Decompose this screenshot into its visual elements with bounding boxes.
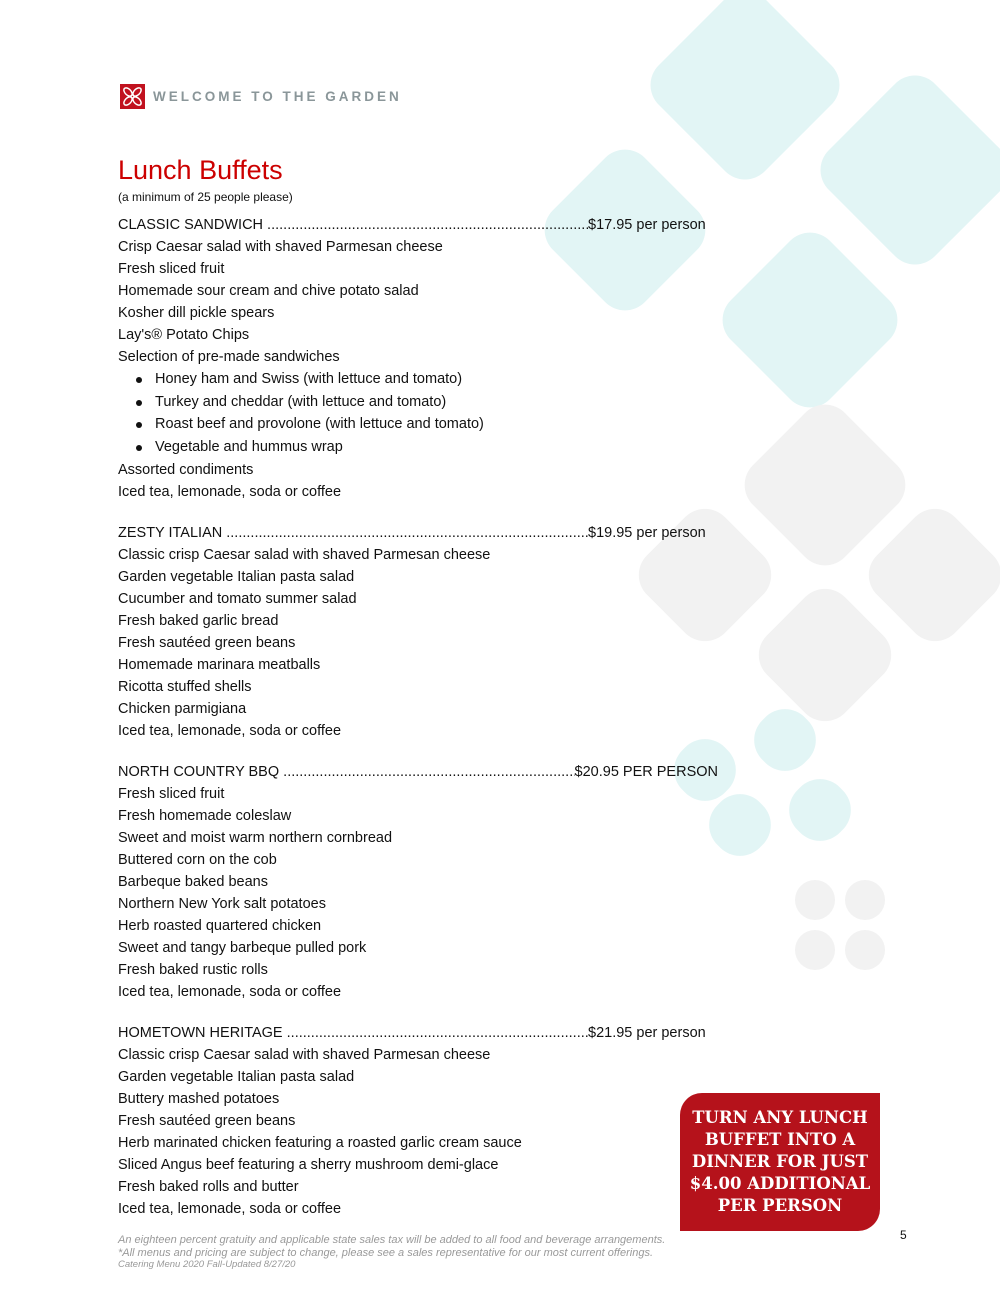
menu-item: Iced tea, lemonade, soda or coffee xyxy=(118,483,342,500)
decorative-petal xyxy=(837,872,894,929)
section-price: $19.95 per person xyxy=(588,525,706,541)
menu-item: Iced tea, lemonade, soda or coffee xyxy=(118,984,342,1000)
menu-item: Iced tea, lemonade, soda or coffee xyxy=(118,1201,342,1217)
menu-item: Fresh baked garlic bread xyxy=(118,613,279,629)
dinner-upgrade-callout xyxy=(680,1093,880,1231)
menu-item: Kosher dill pickle spears xyxy=(118,305,275,321)
section-price: $17.95 per person xyxy=(588,217,706,233)
bullet-item: Vegetable and hummus wrap xyxy=(136,436,718,459)
bullet-item: Turkey and cheddar (with lettuce and tomato) xyxy=(136,391,718,414)
callout-line: TURN ANY LUNCH xyxy=(692,1108,868,1127)
menu-item: Selection of pre-made sandwiches xyxy=(118,349,340,365)
menu-item: Classic crisp Caesar salad with shaved Parmesan cheese xyxy=(118,1047,491,1063)
pricing-note: *All menus and pricing are subject to change, please see a sales representative for our most current offerings. xyxy=(118,1246,654,1259)
menu-item: Classic crisp Caesar salad with shaved Parmesan cheese xyxy=(118,547,491,563)
section-header xyxy=(118,522,718,544)
sandwich-list xyxy=(118,368,718,459)
menu-item: Fresh sautéed green beans xyxy=(118,1113,296,1129)
section-price: $21.95 per person xyxy=(588,1025,706,1041)
decorative-petal xyxy=(837,922,894,979)
section-name: CLASSIC SANDWICH ..... xyxy=(118,214,588,236)
decorative-petal xyxy=(787,872,844,929)
menu-item: Buttery mashed potatoes xyxy=(118,1091,280,1107)
section-header xyxy=(118,214,718,236)
decorative-petal xyxy=(711,221,909,419)
menu-item: Herb marinated chicken featuring a roasted garlic cream sauce xyxy=(118,1135,522,1151)
menu-section-classic-sandwich xyxy=(118,214,718,503)
decorative-petal xyxy=(747,577,903,733)
bullet-item: Honey ham and Swiss (with lettuce and tomato) xyxy=(136,368,718,391)
menu-item: Barbeque baked beans xyxy=(118,874,268,890)
menu-item: Sweet and moist warm northern cornbread xyxy=(118,830,393,846)
menu-section-north-country-bbq xyxy=(118,761,718,1003)
callout-line: $4.00 ADDITIONAL xyxy=(689,1174,871,1193)
brand-tagline: WELCOME TO THE GARDEN xyxy=(153,89,402,104)
menu-item: Fresh baked rolls and butter xyxy=(118,1179,299,1195)
page-number: 5 xyxy=(900,1228,907,1242)
menu-item: Buttered corn on the cob xyxy=(118,852,277,868)
callout-line: DINNER FOR JUST xyxy=(691,1152,869,1171)
version-note: Catering Menu 2020 Fall-Updated 8/27/20 xyxy=(118,1259,296,1270)
menu-item: Fresh sliced fruit xyxy=(118,261,225,277)
menu-item: Homemade sour cream and chive potato salad xyxy=(118,283,419,299)
menu-item: Fresh baked rustic rolls xyxy=(118,962,268,978)
menu-item: Herb roasted quartered chicken xyxy=(118,918,322,934)
page-header xyxy=(120,84,402,109)
flower-logo-icon xyxy=(120,84,145,109)
decorative-petal xyxy=(639,0,851,191)
page-title: Lunch Buffets xyxy=(118,155,283,185)
gratuity-note: An eighteen percent gratuity and applicable state sales tax will be added to all food and beverage arrangements. xyxy=(118,1234,666,1246)
page-subtitle: (a minimum of 25 people please) xyxy=(118,190,293,204)
menu-item: Crisp Caesar salad with shaved Parmesan cheese xyxy=(118,239,443,255)
section-header xyxy=(118,761,718,783)
section-price: $20.95 PER PERSON xyxy=(574,764,718,780)
menu-item: Ricotta stuffed shells xyxy=(118,679,252,695)
menu-item: Assorted condiments xyxy=(118,461,254,478)
section-name: NORTH COUNTRY BBQ ..... xyxy=(118,761,575,783)
menu-item: Chicken parmigiana xyxy=(118,701,247,717)
menu-item: Sweet and tangy barbeque pulled pork xyxy=(118,940,367,956)
footer-notes xyxy=(118,1234,665,1272)
menu-item: Sliced Angus beef featuring a sherry mushroom demi-glace xyxy=(118,1157,499,1173)
menu-item: Garden vegetable Italian pasta salad xyxy=(118,569,355,585)
menu-item: Fresh sliced fruit xyxy=(118,786,225,802)
menu-section-zesty-italian xyxy=(118,522,718,742)
section-name: HOMETOWN HERITAGE ..... xyxy=(118,1022,588,1044)
menu-item: Iced tea, lemonade, soda or coffee xyxy=(118,723,342,739)
menu-item: Northern New York salt potatoes xyxy=(118,896,326,912)
section-name: ZESTY ITALIAN ..... xyxy=(118,522,588,544)
callout-line: PER PERSON xyxy=(717,1196,843,1215)
menu-item: Lay's® Potato Chips xyxy=(118,327,250,343)
decorative-petal xyxy=(787,922,844,979)
menu-item: Garden vegetable Italian pasta salad xyxy=(118,1069,355,1085)
decorative-petal xyxy=(778,768,863,853)
menu-item: Cucumber and tomato summer salad xyxy=(118,591,357,607)
bullet-item: Roast beef and provolone (with lettuce and tomato) xyxy=(136,413,718,436)
menu-item: Fresh homemade coleslaw xyxy=(118,808,292,824)
menu-section-hometown-heritage xyxy=(118,1022,718,1220)
menu-item: Homemade marinara meatballs xyxy=(118,657,321,673)
section-header xyxy=(118,1022,718,1044)
menu-item: Fresh sautéed green beans xyxy=(118,635,296,651)
callout-line: BUFFET INTO A xyxy=(704,1130,856,1149)
